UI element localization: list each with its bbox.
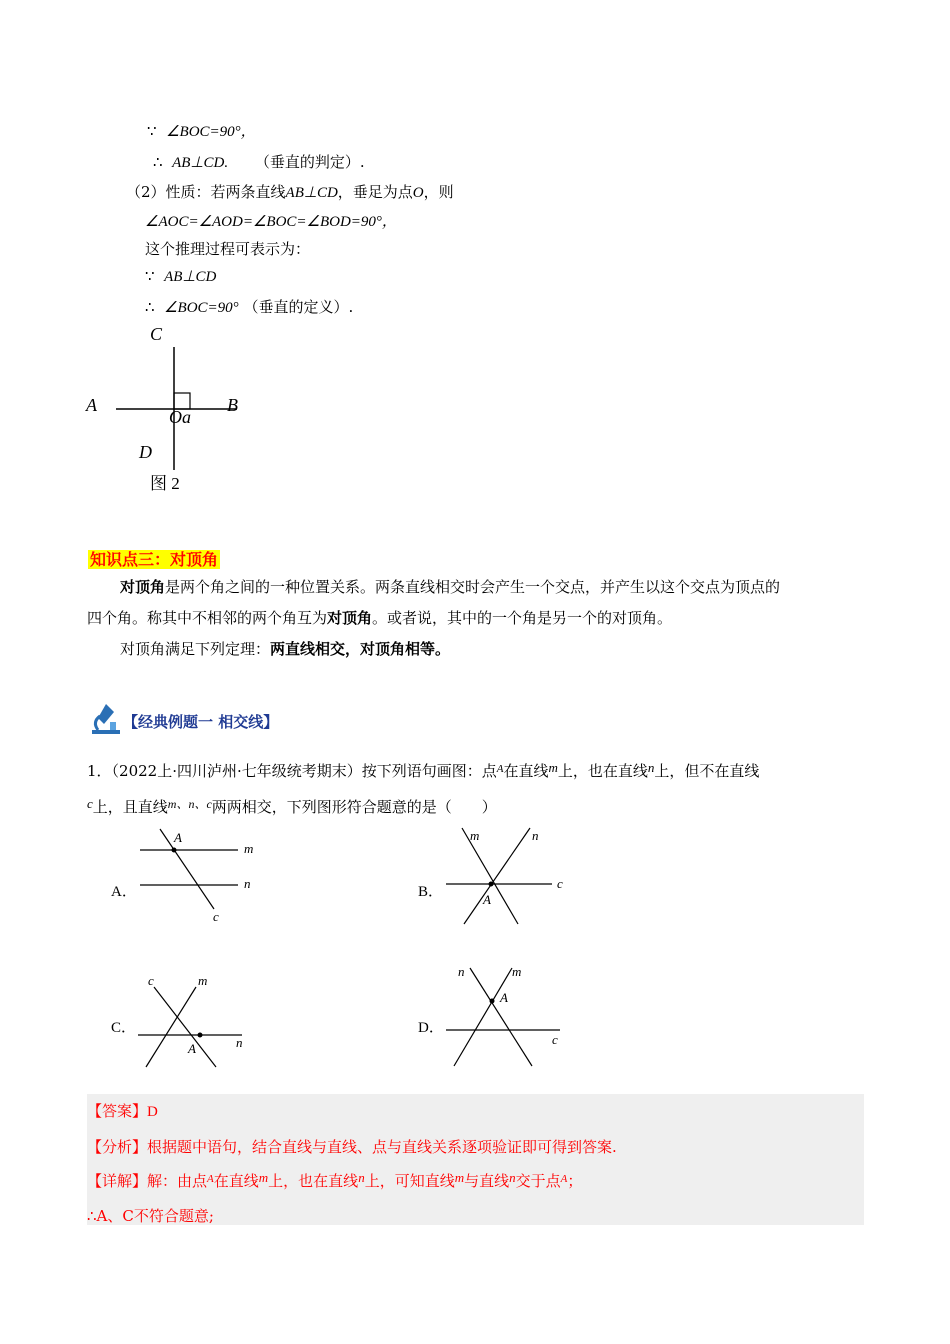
opt-a-point: A [174, 830, 182, 845]
opt-d-point: A [500, 990, 508, 1005]
property-line-1: （2）性质：若两条直线AB⊥CD，垂足为点O，则 [126, 183, 454, 201]
question-line-1: 1．（2022上·四川泸州·七年级统考期末）按下列语句画图：点$^A$在直线m上，也在直线n上，但不在直线 [87, 760, 760, 780]
option-a-figure[interactable] [130, 825, 270, 925]
opt-b-point: A [483, 892, 491, 907]
property-line-4: ∵ AB⊥CD [145, 267, 217, 285]
proof-therefore-line: ∴ AB⊥CD. （垂直的判定）. [153, 153, 365, 171]
property-line-3: 这个推理过程可表示为： [145, 240, 311, 258]
figure-caption: 图 2 [150, 474, 180, 493]
opt-a-line-n: n [244, 876, 251, 891]
opt-b-line-n: n [532, 828, 539, 843]
option-c-label[interactable]: C． [111, 1020, 137, 1036]
opt-b-line-m: m [470, 828, 480, 843]
conclusion-line: ∴A、C不符合题意; [87, 1207, 214, 1225]
label-c: C [150, 324, 163, 344]
option-d-figure[interactable] [440, 958, 580, 1068]
section-paragraph-2: 对顶角满足下列定理：两直线相交，对顶角相等。 [120, 640, 451, 658]
opt-d-line-n: n [458, 964, 465, 979]
question-line-2: c上，且直线$^{m、n、c}$两两相交，下列图形符合题意的是（ ） [87, 796, 497, 816]
label-o: Oa [169, 407, 191, 427]
section-paragraph-1: 对顶角是两个角之间的一种位置关系。两条直线相交时会产生一个交点，并产生以这个交点为顶点的 四个角。称其中不相邻的两个角互为对顶角。或者说，其中的一个角是另一个的对顶角。 [87, 578, 781, 627]
opt-b-line-c: c [557, 876, 563, 891]
label-a: A [86, 395, 97, 415]
answer-panel [87, 1094, 864, 1225]
option-c-figure[interactable] [130, 965, 260, 1070]
opt-a-line-m: m [244, 841, 254, 856]
opt-d-line-m: m [512, 964, 522, 979]
label-b: B [227, 395, 238, 415]
option-b-label[interactable]: B． [418, 884, 444, 900]
figure-2 [80, 320, 280, 500]
opt-a-line-c: c [213, 909, 219, 924]
opt-c-line-m: m [198, 973, 208, 988]
property-line-2: ∠AOC=∠AOD=∠BOC=∠BOD=90°， [145, 214, 397, 230]
opt-c-line-n: n [236, 1035, 243, 1050]
label-d: D [139, 442, 152, 462]
example-title: 【经典例题一 相交线】 [123, 713, 279, 731]
answer-line: 【答案】D [87, 1102, 158, 1120]
section-title: 知识点三：对顶角 [90, 550, 219, 569]
opt-d-line-c: c [552, 1032, 558, 1047]
option-b-figure[interactable] [440, 822, 580, 930]
detail-line: 【详解】解：由点$^A$在直线m上，也在直线n上，可知直线m与直线n交于点$^A$； [87, 1170, 583, 1190]
opt-c-line-c: c [148, 973, 154, 988]
proof-because-line: ∵ ∠BOC=90°， [147, 122, 256, 140]
microscope-icon [86, 700, 124, 738]
property-line-5: ∴ ∠BOC=90° （垂直的定义）. [145, 298, 354, 316]
opt-c-point: A [188, 1041, 196, 1056]
analysis-line: 【分析】根据题中语句，结合直线与直线、点与直线关系逐项验证即可得到答案. [87, 1138, 617, 1156]
option-d-label[interactable]: D． [418, 1020, 444, 1036]
option-a-label[interactable]: A． [111, 884, 137, 900]
